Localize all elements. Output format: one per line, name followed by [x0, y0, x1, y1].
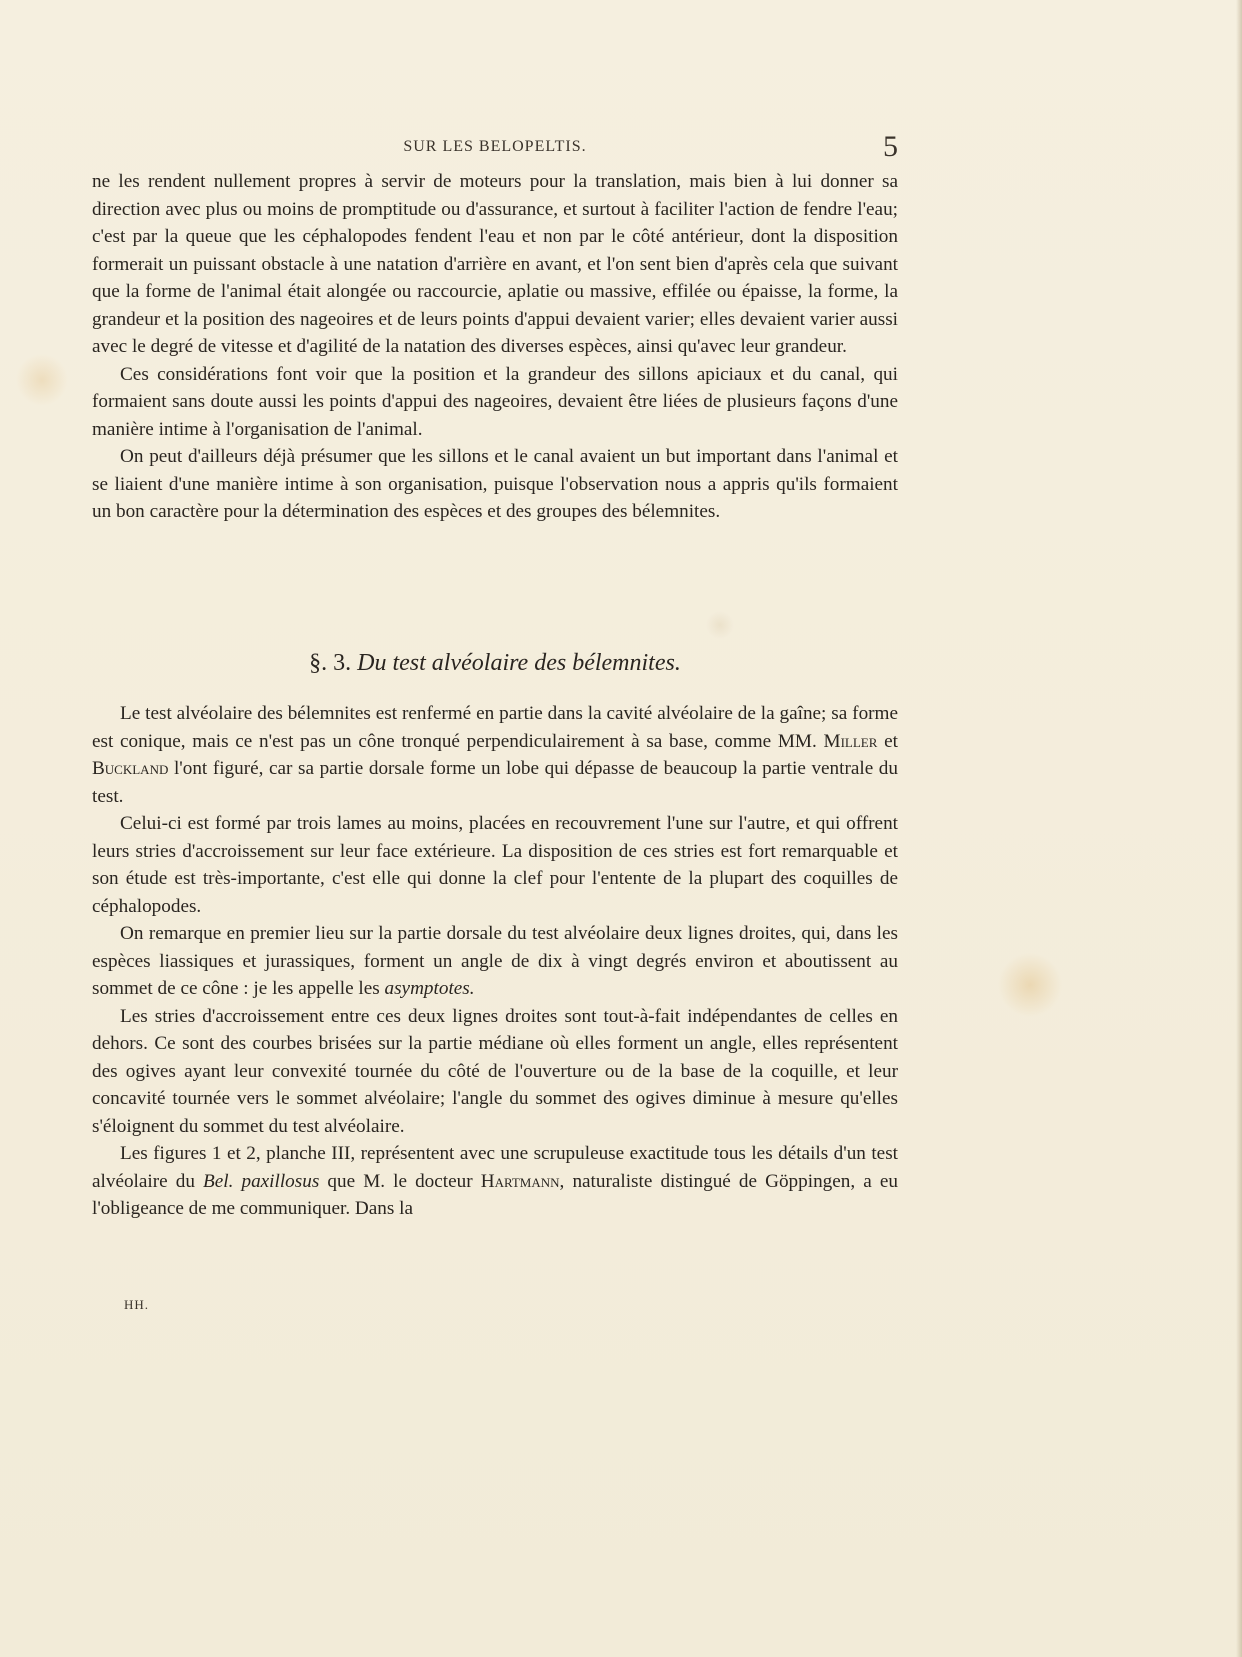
- running-title: SUR LES BELOPELTIS.: [403, 138, 587, 155]
- species-name: Bel. paxillosus: [203, 1170, 320, 1192]
- text-run: , naturaliste distingué de Göppingen, a eu l'obligeance de me communiquer. Dans la: [92, 1170, 898, 1219]
- running-head: [92, 130, 898, 164]
- paragraph: [92, 700, 898, 810]
- author-name: Buckland: [92, 758, 169, 779]
- text-run: Le test alvéolaire des bélemnites est renfermé en partie dans la cavité alvéolaire de la gaîne; sa forme est conique, mais ce n'est pas un cône tronqué perpendiculairement à sa base, comme MM.: [92, 703, 898, 752]
- signature-mark: HH.: [124, 1297, 150, 1312]
- paragraph: On peut d'ailleurs déjà présumer que les sillons et le canal avaient un but important dans l'animal et se liaient d'une manière intime à son organisation, puisque l'observation nous a appris qu'ils formaient un bon caractère pour la détermination des espèces et des groupes des bélemnites.: [92, 446, 898, 522]
- section-title: Du test alvéolaire des bélemnites.: [357, 650, 681, 676]
- section-number: §. 3.: [309, 650, 352, 676]
- text-run: l'ont figuré, car sa partie dorsale forme un lobe qui dépasse de beaucoup la partie ventrale du test.: [92, 758, 898, 807]
- author-name: Miller: [823, 730, 878, 752]
- paragraph: [92, 920, 898, 1003]
- paragraph: ne les rendent nullement propres à servir de moteurs pour la translation, mais bien à lui donner sa direction avec plus ou moins de promptitude ou d'assurance, et surtout à faciliter l'action de fendre l'eau; c'est par la queue que les céphalopodes fendent l'eau et non par le côté antérieur, dont la disposition formerait un puissant obstacle à une natation d'arrière en avant, et l'on sent bien d'après cela que suivant que la forme de l'animal était alongée ou raccourcie, aplatie ou massive, effilée ou épaisse, la forme, la grandeur et la position des nageoires et de leurs points d'appui devaient varier; elles devaient varier aussi avec le degré de vitesse et d'agilité de la natation des diverses espèces, ainsi qu'avec leur grandeur.: [92, 171, 898, 357]
- top-text-block: [92, 168, 898, 526]
- text-run: On remarque en premier lieu sur la partie dorsale du test alvéolaire deux lignes droites, qui, dans les espèces liassiques et jurassiques, forment un angle de dix à vingt degrés environ et aboutissent au sommet de ce cône : je les appelle les: [92, 923, 898, 999]
- section-text-block: [92, 700, 898, 1223]
- page-edge-shadow: [1236, 0, 1242, 1657]
- paragraph: Ces considérations font voir que la position et la grandeur des sillons apiciaux et du canal, qui formaient sans doute aussi les points d'appui des nageoires, devaient être liées de plusieurs façons d'une manière intime à l'organisation de l'animal.: [92, 363, 898, 440]
- term: asymptotes.: [384, 978, 475, 999]
- paragraph: Celui-ci est formé par trois lames au moins, placées en recouvrement l'une sur l'autre, et qui offrent leurs stries d'accroissement sur leur face extérieure. La disposition de ces stries est fort remarquable et son étude est très-importante, c'est elle qui donne la clef pour l'entente de la plupart des coquilles de céphalopodes.: [92, 813, 898, 917]
- page-number: 5: [883, 130, 898, 163]
- text-run: Les figures 1 et 2, planche III, représentent avec une scrupuleuse exactitude tous les détails d'un test alvéolaire du: [92, 1143, 898, 1192]
- text-run: et: [877, 730, 898, 752]
- person-name: Hartmann: [480, 1170, 560, 1192]
- section-heading: [92, 650, 898, 677]
- text-run: que M. le docteur: [319, 1170, 481, 1192]
- paragraph: [92, 1140, 898, 1223]
- paragraph: Les stries d'accroissement entre ces deux lignes droites sont tout-à-fait indépendantes de celles en dehors. Ce sont des courbes brisées sur la partie médiane où elles forment un angle, elles représentent des ogives ayant leur convexité tournée du côté de l'ouverture ou de la base de la coquille, et leur concavité tournée vers le sommet alvéolaire; l'angle du sommet des ogives diminue à mesure qu'elles s'éloignent du sommet du test alvéolaire.: [92, 1005, 898, 1137]
